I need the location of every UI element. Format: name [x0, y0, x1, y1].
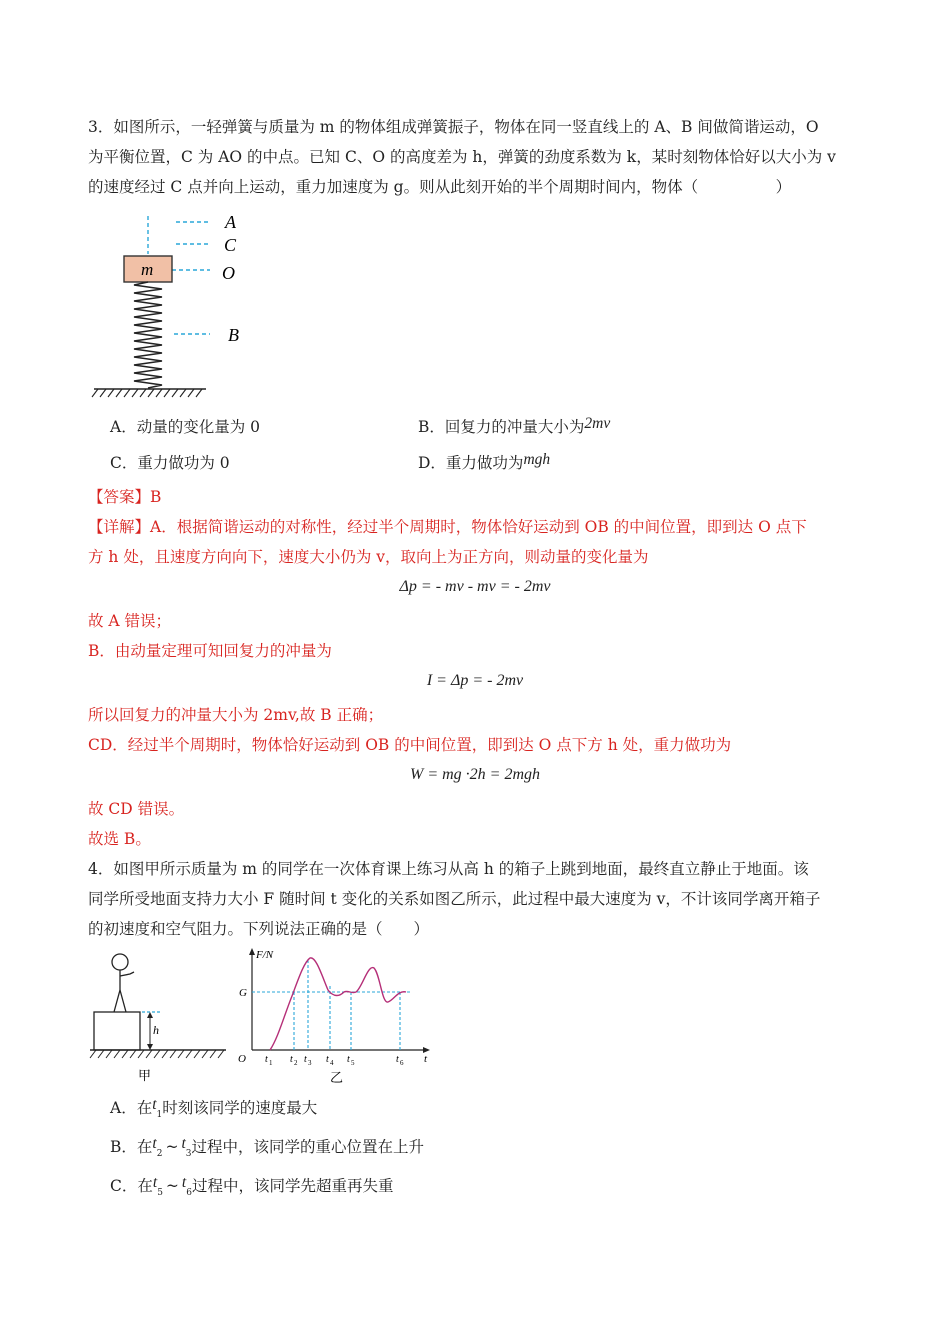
arrow-down	[147, 1044, 153, 1050]
q3-analysis-6: CD．经过半个周期时，物体恰好运动到 OB 的中间位置，即到达 O 点下方 h 处，重力做功为	[88, 736, 732, 754]
q3-option-b	[418, 416, 610, 439]
figure-jia	[86, 948, 231, 1088]
y-arrow	[249, 948, 255, 955]
q3-option-d	[418, 452, 550, 475]
q3-option-b-text: B．回复力的冲量大小为	[418, 418, 585, 436]
q4-option-a-post: 时刻该同学的速度最大	[162, 1099, 318, 1117]
t1-label	[265, 1054, 273, 1067]
t4-label	[326, 1054, 334, 1067]
arrow-up	[147, 1012, 153, 1018]
origin-label: O	[238, 1053, 246, 1065]
svg-text:5: 5	[351, 1059, 355, 1067]
q4-option-a-sub: 1	[156, 1110, 163, 1121]
h-label: h	[153, 1023, 159, 1037]
label-a: A	[225, 212, 236, 232]
q3-analysis-3: 故 A 错误；	[88, 612, 172, 630]
svg-text:t: t	[347, 1054, 350, 1065]
q3-analysis-7: 故 CD 错误。	[88, 800, 185, 818]
left-leg	[114, 990, 120, 1012]
q3-stem-line-1: 3．如图所示，一轻弹簧与质量为 m 的物体组成弹簧振子，物体在同一竖直线上的 A、B 间做简谐运动，O	[88, 118, 819, 136]
svg-text:1: 1	[269, 1059, 273, 1067]
spring	[134, 282, 162, 388]
arm	[120, 972, 134, 976]
q3-analysis-2: 方 h 处，且速度方向向下，速度大小仍为 v，取向上为正方向，则动量的变化量为	[88, 548, 649, 566]
q4-option-c-post: 过程中，该同学先超重再失重	[191, 1177, 394, 1195]
q4-option-a	[110, 1097, 317, 1126]
t2-label	[290, 1054, 298, 1067]
force-curve	[270, 958, 406, 1050]
q4-stem-line-3: 的初速度和空气阻力。下列说法正确的是（ ）	[88, 920, 430, 938]
svg-text:6: 6	[400, 1059, 404, 1067]
head	[112, 954, 128, 970]
q4-option-c-tilde: ~	[165, 1177, 179, 1195]
q4-option-b-t2: t	[181, 1135, 186, 1152]
q4-stem-line-2: 同学所受地面支持力大小 F 随时间 t 变化的关系如图乙所示，此过程中最大速度为 v，不计该同学离开箱子	[88, 890, 821, 908]
q4-option-a-t: t	[152, 1096, 157, 1113]
figure-yi	[230, 946, 440, 1088]
box	[94, 1012, 140, 1050]
q3-stem-line-3: 的速度经过 C 点并向上运动，重力加速度为 g。则从此刻开始的半个周期时间内，物体（ ）	[88, 178, 792, 196]
q4-stem-line-1: 4．如图甲所示质量为 m 的同学在一次体育课上练习从高 h 的箱子上跳到地面，最终直立静止于地面。该	[88, 860, 809, 878]
q4-option-c-sub1: 5	[157, 1188, 163, 1199]
svg-text:t: t	[396, 1054, 399, 1065]
q3-equation-2: I = Δp = - 2mv	[426, 672, 524, 689]
mass-label: m	[141, 260, 154, 279]
q4-option-c-t2: t	[181, 1174, 187, 1191]
caption-jia: 甲	[138, 1068, 152, 1083]
q3-equation-3: W = mg ·2h = 2mgh	[409, 766, 541, 783]
svg-text:t: t	[304, 1054, 307, 1065]
q4-option-b-sub1: 2	[156, 1149, 163, 1160]
ground-hatch	[92, 389, 202, 397]
svg-text:3: 3	[308, 1059, 312, 1067]
svg-text:4: 4	[330, 1059, 334, 1067]
q3-stem-line-2: 为平衡位置，C 为 AO 的中点。已知 C、O 的高度差为 h，弹簧的劲度系数为 k，某时刻物体恰好以大小为 v	[88, 148, 836, 166]
q4-option-b	[110, 1136, 424, 1165]
vertical-guides	[294, 960, 400, 1050]
q4-option-c	[110, 1175, 393, 1204]
q3-answer: 【答案】B	[88, 488, 162, 506]
q3-option-c: C．重力做功为 0	[110, 454, 230, 472]
q3-analysis-1: 【详解】A．根据简谐运动的对称性，经过半个周期时，物体恰好运动到 OB 的中间位置，即到达 O 点下	[88, 518, 807, 536]
q3-option-b-math: 2mv	[584, 415, 611, 432]
q3-option-a: A．动量的变化量为 0	[110, 418, 260, 436]
svg-text:t: t	[265, 1054, 268, 1065]
q4-option-b-t1: t	[152, 1135, 157, 1152]
q4-option-b-sub2: 3	[185, 1149, 192, 1160]
q3-option-d-text: D．重力做功为	[418, 454, 524, 472]
g-label: G	[239, 987, 247, 999]
svg-text:t: t	[326, 1054, 329, 1065]
t6-label	[396, 1054, 404, 1067]
spring-oscillator-figure	[88, 208, 268, 408]
x-axis-label: t	[424, 1053, 428, 1065]
right-leg	[120, 990, 126, 1012]
floor-hatch	[90, 1050, 224, 1058]
label-c: C	[224, 235, 237, 255]
svg-text:t: t	[290, 1054, 293, 1065]
q4-option-c-sub2: 6	[186, 1188, 192, 1199]
q3-analysis-4: B．由动量定理可知回复力的冲量为	[88, 642, 332, 660]
q3-analysis-5: 所以回复力的冲量大小为 2mv,故 B 正确；	[88, 706, 384, 724]
t5-label	[347, 1054, 355, 1067]
svg-text:2: 2	[294, 1059, 298, 1067]
q3-equation-1: Δp = - mv - mv = - 2mv	[399, 578, 551, 595]
caption-yi: 乙	[330, 1070, 344, 1085]
y-axis-label: F/N	[256, 949, 274, 961]
q3-option-d-math: mgh	[523, 451, 551, 468]
t3-label	[304, 1054, 312, 1067]
q4-option-c-t1: t	[152, 1174, 158, 1191]
q4-option-b-post: 过程中，该同学的重心位置在上升	[191, 1138, 424, 1156]
q4-option-b-pre: B．在	[110, 1138, 153, 1156]
q4-option-c-pre: C．在	[110, 1177, 153, 1195]
q4-option-a-pre: A．在	[110, 1099, 153, 1117]
label-b: B	[228, 325, 239, 345]
label-o: O	[222, 263, 235, 283]
q3-analysis-8: 故选 B。	[88, 830, 151, 848]
q4-option-b-tilde: ~	[165, 1138, 179, 1156]
